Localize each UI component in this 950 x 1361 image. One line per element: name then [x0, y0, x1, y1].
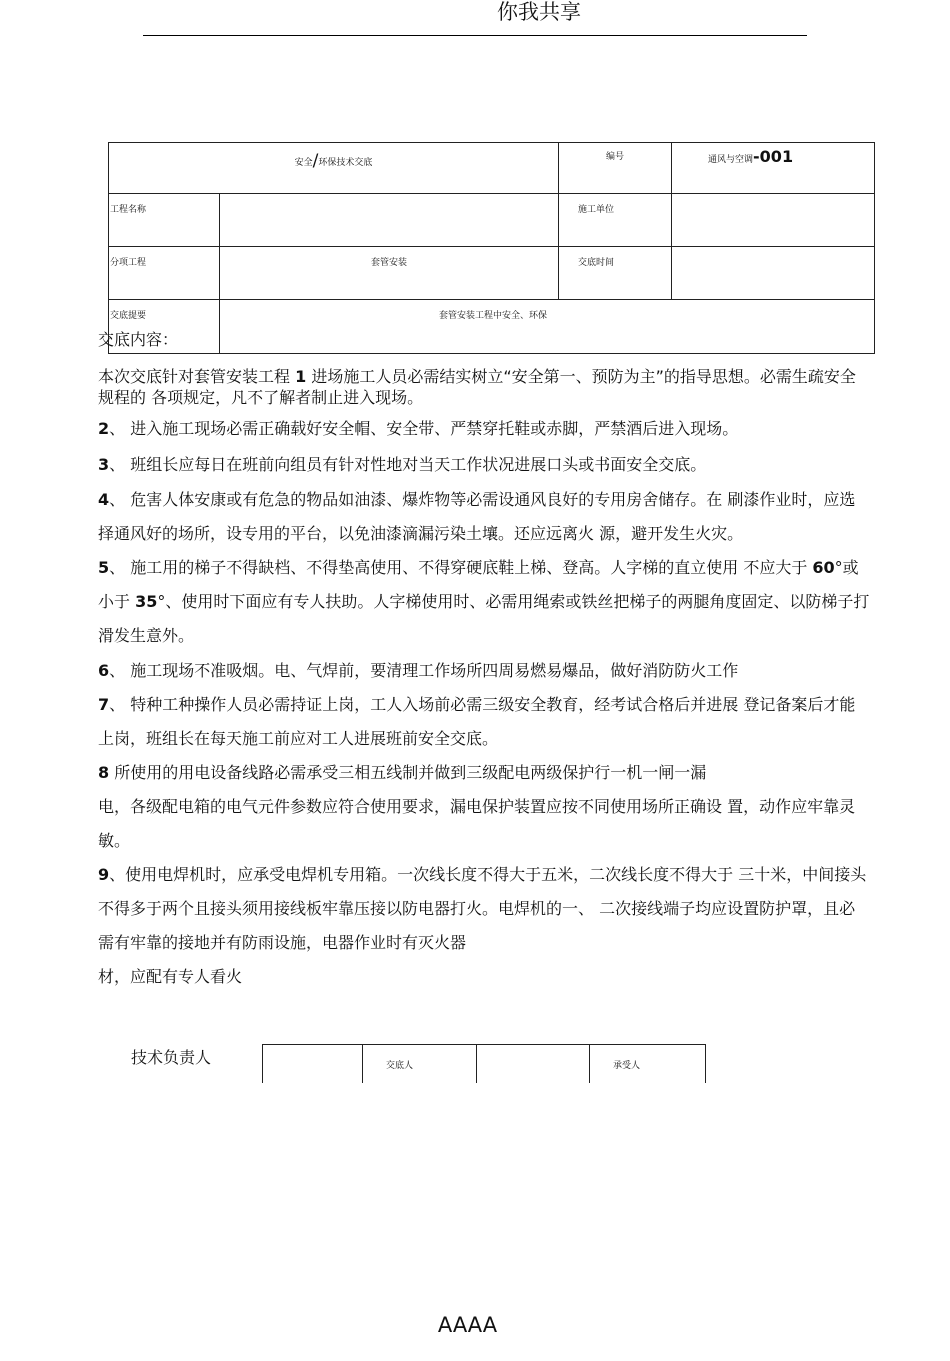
handover-time-label: 交底时间 — [559, 247, 672, 300]
content-heading: 交底内容： — [98, 330, 179, 349]
header-title: 你我共享 — [497, 0, 581, 24]
handover-by-value — [477, 1045, 590, 1084]
number-label: 编号 — [559, 143, 672, 194]
tech-lead-value — [263, 1045, 363, 1084]
table-title-slash: / — [312, 151, 319, 171]
content-item-4: 4、 危害人体安康或有危急的物品如油漆、爆炸物等必需设通风良好的专用房舍储存。在 刷漆作业时，应选择通风好的场所，设专用的平台，以免油漆滴漏污染土壤。还应远离火 源，避开发生火灾。 — [98, 490, 856, 543]
handover-by-label: 交底人 — [363, 1045, 477, 1084]
footer-text: AAAA — [437, 1313, 498, 1337]
number-code: -001 — [753, 147, 794, 166]
project-name-value — [220, 194, 559, 247]
contractor-value — [672, 194, 875, 247]
summary-value: 套管安装工程中安全、环保 — [220, 300, 875, 354]
signature-table — [262, 1044, 706, 1083]
info-table — [108, 142, 875, 354]
header-divider — [143, 35, 807, 36]
content-item-3: 3、 班组长应每日在班前向组员有针对性地对当天工作状况进展口头或书面安全交底。 — [98, 455, 707, 474]
content-item-2: 2、 进入施工现场必需正确载好安全帽、安全带、严禁穿托鞋或赤脚，严禁酒后进入现场。 — [98, 419, 739, 438]
content-item-1: 本次交底针对套管安装工程 1 进场施工人员必需结实树立“安全第一、预防为主”的指导思想。必需生疏安全规程的 各项规定，凡不了解者制止进入现场。 — [98, 367, 856, 407]
tech-lead-label: 技术负责人 — [131, 1048, 212, 1067]
content-item-8: 8 所使用的用电设备线路必需承受三相五线制并做到三级配电两级保护行一机一闸一漏 电，各级配电箱的电气元件参数应符合使用要求，漏电保护装置应按不同使用场所正确设 置，动作应牢靠灵敏。 — [98, 763, 856, 850]
project-name-label: 工程名称 — [109, 194, 220, 247]
receiver-label: 承受人 — [590, 1045, 706, 1084]
sub-project-value: 套管安装 — [220, 247, 559, 300]
handover-content — [98, 328, 870, 994]
content-item-9: 9、使用电焊机时，应承受电焊机专用箱。一次线长度不得大于五米，二次线长度不得大于 三十米，中间接头不得多于两个且接头须用接线板牢靠压接以防电器打火。电焊机的一、 二次接线端子均应设置防护罩，且必需有牢靠的接地并有防雨设施，电器作业时有灭火器 材，应配有专人看火 — [98, 865, 867, 986]
table-title-suffix: 环保技术交底 — [318, 158, 373, 168]
table-title-cell — [109, 143, 559, 194]
number-prefix: 通风与空调 — [708, 155, 754, 165]
sub-project-label: 分项工程 — [109, 247, 220, 300]
content-item-7: 7、 特种工种操作人员必需持证上岗，工人入场前必需三级安全教育，经考试合格后并进展 登记备案后才能上岗，班组长在每天施工前应对工人进展班前安全交底。 — [98, 695, 856, 748]
content-item-6: 6、 施工现场不准吸烟。电、气焊前，要清理工作场所四周易燃易爆品，做好消防防火工作 — [98, 661, 739, 680]
summary-label: 交底提要 — [109, 300, 220, 354]
table-title-prefix: 安全 — [294, 158, 313, 168]
handover-time-value — [672, 247, 875, 300]
contractor-label: 施工单位 — [559, 194, 672, 247]
number-value — [672, 143, 875, 194]
content-item-5: 5、 施工用的梯子不得缺档、不得垫高使用、不得穿硬底鞋上梯、登高。人字梯的直立使用 不应大于 60°或小于 35°、使用时下面应有专人扶助。人字梯使用时、必需用绳索或铁丝把梯子的两腿角度固定、以防梯子打滑发生意外。 — [98, 558, 870, 645]
